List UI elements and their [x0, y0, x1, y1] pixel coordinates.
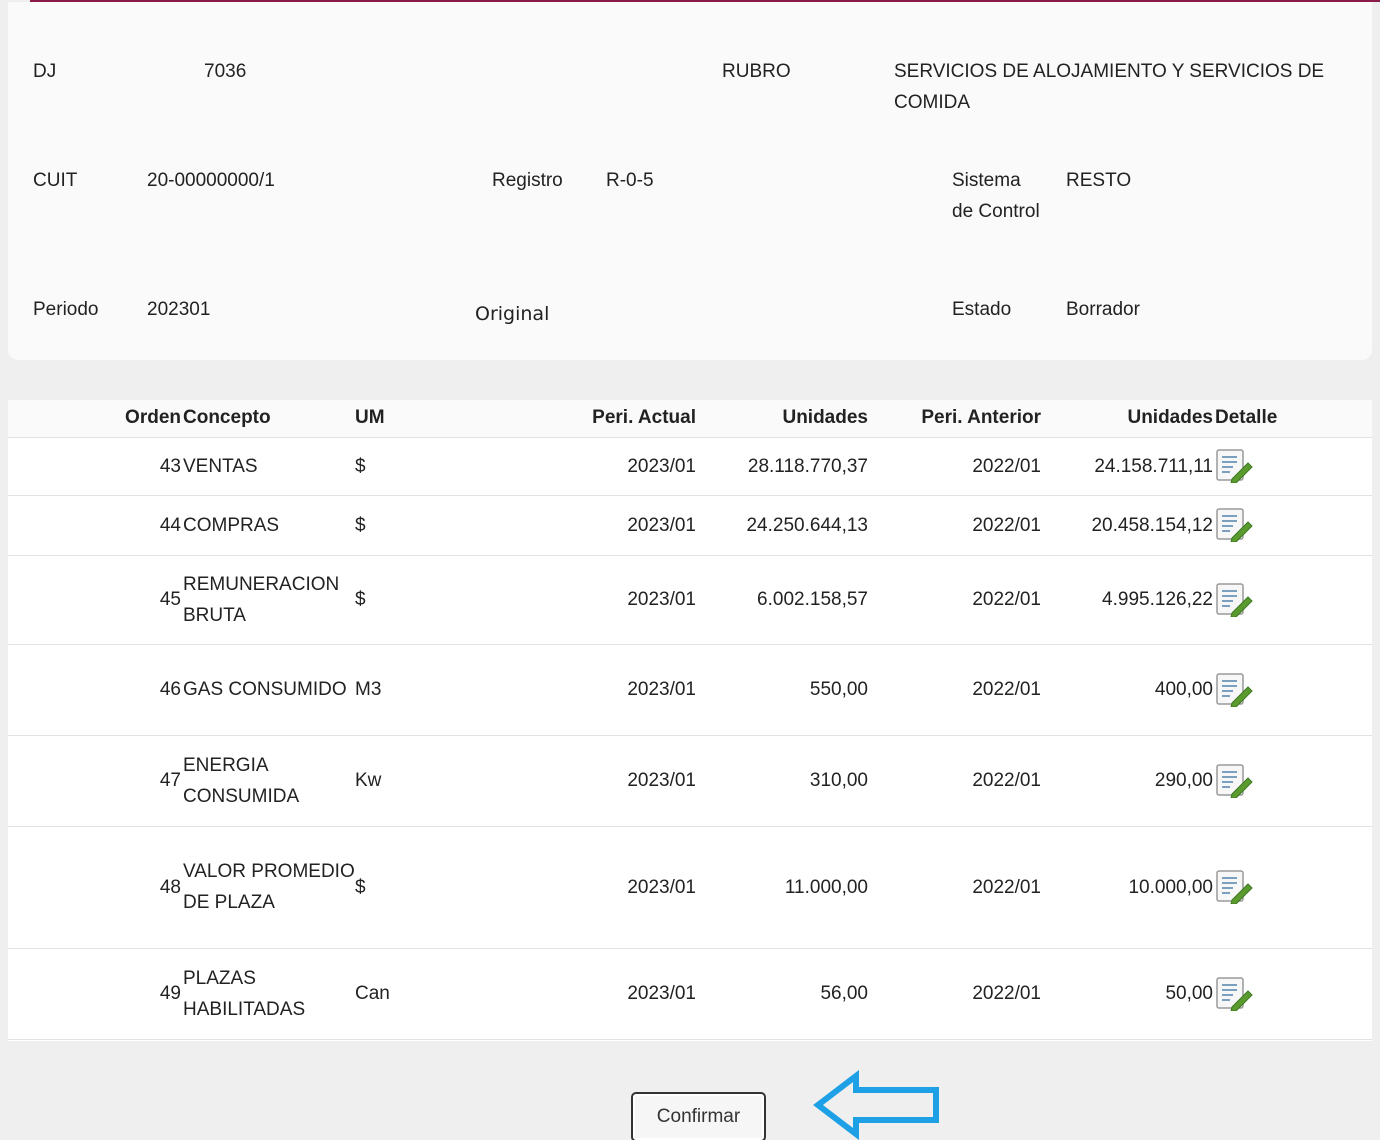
- orden-cell: 45: [8, 555, 183, 644]
- concepto-cell: ENERGIA CONSUMIDA: [183, 735, 355, 826]
- table-row: [8, 555, 1372, 644]
- concepts-table-container: [8, 400, 1372, 1041]
- detalle-cell: [1213, 948, 1372, 1039]
- orden-cell: 46: [8, 644, 183, 735]
- peri-anterior-cell: 2022/01: [868, 948, 1041, 1039]
- peri-actual-cell: 2023/01: [460, 644, 704, 735]
- confirm-button[interactable]: Confirmar: [631, 1092, 766, 1140]
- peri-actual-cell: 2023/01: [460, 948, 704, 1039]
- unidades-cell: 24.250.644,13: [704, 495, 868, 555]
- periodo-label: Periodo: [33, 299, 99, 320]
- table-header-row: [8, 400, 1372, 437]
- column-header-concepto: Concepto: [183, 400, 355, 437]
- peri-anterior-cell: 2022/01: [868, 495, 1041, 555]
- edit-document-icon[interactable]: [1215, 508, 1253, 542]
- detalle-cell: [1213, 555, 1372, 644]
- peri-anterior-cell: 2022/01: [868, 735, 1041, 826]
- unidades-anterior-cell: 50,00: [1041, 948, 1213, 1039]
- detalle-cell: [1213, 437, 1372, 495]
- peri-actual-cell: 2023/01: [460, 735, 704, 826]
- column-header-peri-actual: Peri. Actual: [460, 400, 704, 437]
- concepto-cell: REMUNERACION BRUTA: [183, 555, 355, 644]
- table-row: [8, 495, 1372, 555]
- peri-actual-cell: 2023/01: [460, 495, 704, 555]
- detalle-cell: [1213, 826, 1372, 948]
- um-cell: Can: [355, 948, 460, 1039]
- table-row: [8, 644, 1372, 735]
- um-cell: $: [355, 826, 460, 948]
- registro-value: R-0-5: [606, 170, 654, 191]
- orden-cell: 47: [8, 735, 183, 826]
- peri-anterior-cell: 2022/01: [868, 826, 1041, 948]
- dj-label: DJ: [33, 61, 57, 82]
- table-row: [8, 437, 1372, 495]
- peri-actual-cell: 2023/01: [460, 826, 704, 948]
- orden-cell: 49: [8, 948, 183, 1039]
- concepts-table: [8, 400, 1372, 1040]
- concepto-cell: VALOR PROMEDIO DE PLAZA: [183, 826, 355, 948]
- detalle-cell: [1213, 495, 1372, 555]
- concepto-cell: PLAZAS HABILITADAS: [183, 948, 355, 1039]
- unidades-anterior-cell: 4.995.126,22: [1041, 555, 1213, 644]
- table-row: [8, 735, 1372, 826]
- declaration-type: Original: [475, 303, 550, 325]
- table-row: [8, 826, 1372, 948]
- peri-actual-cell: 2023/01: [460, 437, 704, 495]
- rubro-value: SERVICIOS DE ALOJAMIENTO Y SERVICIOS DE COMIDA: [894, 61, 1325, 113]
- unidades-cell: 56,00: [704, 948, 868, 1039]
- column-header-peri-anterior: Peri. Anterior: [868, 400, 1041, 437]
- um-cell: $: [355, 437, 460, 495]
- declaration-header: [8, 2, 1372, 360]
- cuit-label: CUIT: [33, 170, 78, 191]
- unidades-cell: 11.000,00: [704, 826, 868, 948]
- unidades-cell: 310,00: [704, 735, 868, 826]
- column-header-unidades: Unidades: [704, 400, 868, 437]
- unidades-anterior-cell: 24.158.711,11: [1041, 437, 1213, 495]
- peri-anterior-cell: 2022/01: [868, 644, 1041, 735]
- unidades-anterior-cell: 10.000,00: [1041, 826, 1213, 948]
- column-header-um: UM: [355, 400, 460, 437]
- edit-document-icon[interactable]: [1215, 764, 1253, 798]
- sistema-value: RESTO: [1066, 170, 1132, 191]
- estado-label: Estado: [952, 299, 1012, 320]
- peri-actual-cell: 2023/01: [460, 555, 704, 644]
- registro-label: Registro: [492, 170, 563, 191]
- dj-value: 7036: [204, 61, 247, 82]
- unidades-cell: 28.118.770,37: [704, 437, 868, 495]
- edit-document-icon[interactable]: [1215, 673, 1253, 707]
- unidades-anterior-cell: 20.458.154,12: [1041, 495, 1213, 555]
- edit-document-icon[interactable]: [1215, 583, 1253, 617]
- unidades-cell: 550,00: [704, 644, 868, 735]
- detalle-cell: [1213, 644, 1372, 735]
- estado-value: Borrador: [1066, 299, 1140, 320]
- column-header-detalle: Detalle: [1213, 400, 1372, 437]
- um-cell: M3: [355, 644, 460, 735]
- peri-anterior-cell: 2022/01: [868, 437, 1041, 495]
- orden-cell: 44: [8, 495, 183, 555]
- orden-cell: 43: [8, 437, 183, 495]
- um-cell: $: [355, 495, 460, 555]
- um-cell: Kw: [355, 735, 460, 826]
- orden-cell: 48: [8, 826, 183, 948]
- peri-anterior-cell: 2022/01: [868, 555, 1041, 644]
- concepto-cell: GAS CONSUMIDO: [183, 644, 355, 735]
- edit-document-icon[interactable]: [1215, 977, 1253, 1011]
- periodo-value: 202301: [147, 299, 211, 320]
- rubro-label: RUBRO: [722, 61, 791, 82]
- sistema-label: Sistema de Control: [952, 170, 1040, 222]
- concepto-cell: COMPRAS: [183, 495, 355, 555]
- edit-document-icon[interactable]: [1215, 449, 1253, 483]
- concepto-cell: VENTAS: [183, 437, 355, 495]
- cuit-value: 20-00000000/1: [147, 170, 275, 191]
- um-cell: $: [355, 555, 460, 644]
- unidades-cell: 6.002.158,57: [704, 555, 868, 644]
- table-row: [8, 948, 1372, 1039]
- column-header-orden: Orden: [8, 400, 183, 437]
- arrow-left-icon: [812, 1070, 942, 1140]
- detalle-cell: [1213, 735, 1372, 826]
- column-header-unidades-anterior: Unidades: [1041, 400, 1213, 437]
- unidades-anterior-cell: 400,00: [1041, 644, 1213, 735]
- unidades-anterior-cell: 290,00: [1041, 735, 1213, 826]
- edit-document-icon[interactable]: [1215, 870, 1253, 904]
